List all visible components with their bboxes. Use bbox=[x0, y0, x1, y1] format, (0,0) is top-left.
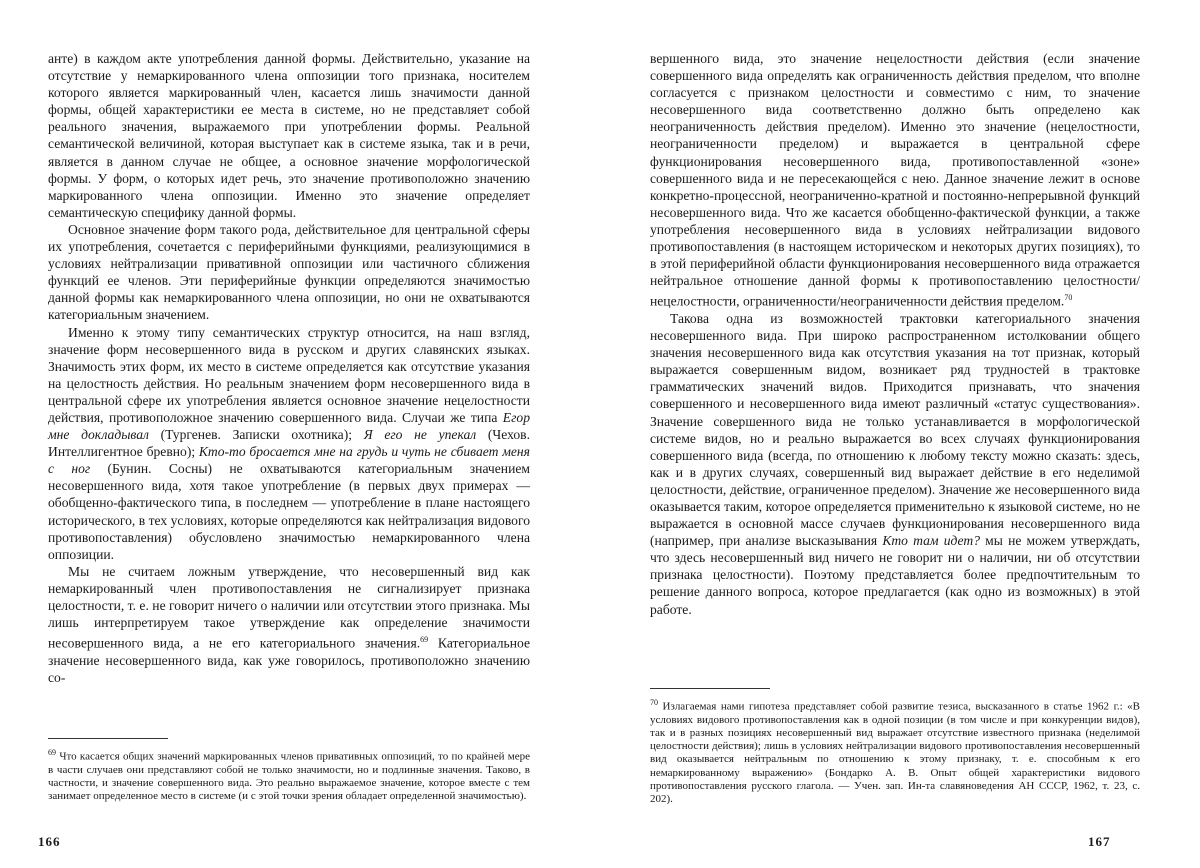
right-paragraph-2-text-b: мы не можем утверждать, что здесь несовершенный вид ничего не говорит ни о наличии, ни об отсутствии признака целостности). Поэтому представляется более предпочтительным то решение данного вопроса, которое предлагается (как одно из возможных) в этой работе. bbox=[650, 533, 1141, 617]
left-paragraph-3-text-c: (Чехов. Интеллигентное бревно); bbox=[48, 427, 530, 460]
right-paragraph-1-text: вершенного вида, это значение нецелостности действия (если значение совершенного вида определять как ограниченность действия пределом, что вполне согласуется с признаком целостности и совместимо с ним, то значение несовершенного вида соответственно должно быть определено как неограниченность действия пределом). Именно это значение (нецелостности, неограниченности пределом) и выражается в центральной сфере функционирования несовершенного вида, противопоставленной «зоне» совершенного вида и не пересекающейся с нею. Данное значение лежит в основе конкретно-процессной, неограниченно-кратной и постоянно-непрерывной функций несовершенного вида. Что же касается обобщенно-фактической функции, а также употребления несовершенного вида в условиях нейтрализации видового противопоставления (в настоящем историческом и некоторых других позициях), то в этой периферийной области функционирования несовершенного вида отражается нейтральное отношение данной формы к противопоставлению целостности/нецелостности, ограниченности/неограниченности действия пределом. bbox=[650, 51, 1140, 309]
left-footnote-rule bbox=[48, 738, 168, 739]
footnote-ref-69: 69 bbox=[420, 635, 429, 645]
left-paragraph-4-text-b: Категориальное значение несовершенного вида, как уже говорилось, противоположно значению со- bbox=[48, 635, 530, 685]
left-paragraph-3-text-b: (Тургенев. Записки охотника); bbox=[148, 427, 364, 443]
right-paragraph-2 bbox=[650, 310, 1140, 618]
example-quote-4: Кто там идет? bbox=[882, 533, 981, 549]
left-paragraph-2 bbox=[48, 221, 530, 324]
right-footnote-text: Излагаемая нами гипотеза представляет собой развитие тезиса, высказанного в статье 1962 г.: «В условиях видового противопоставления как в одной позиции (в том числе и при конкуренции видов), так и в разных позициях несовершенный вид выражает отсутствие известного признака (неделимой целостности действия); лишь в условиях нейтрализации видового противопоставления несовершенный вид оказывается нейтральным по отношению к этому признаку, т. е. способным к его немаркированному выражению» (Бондарко А. В. Опыт общей характеристики видового противопоставления русского глагола. — Учен. зап. Ин-та славяноведения АН СССР, 1962, т. 23, с. 202). bbox=[650, 700, 1141, 806]
left-paragraph-2-text: Основное значение форм такого рода, действительное для центральной сферы их употребления, сочетается с периферийными функциями, реализующимися в условиях нейтрализации привативной оппозиции или частичного сближения функций ее членов. Эти периферийные функции определяются значимостью данной формы как немаркированного члена оппозиции, но они не охватываются категориальным значением. bbox=[48, 221, 530, 323]
footnote-mark-69: 69 bbox=[48, 748, 56, 757]
left-footnote bbox=[48, 746, 530, 803]
left-footnote-text: Что касается общих значений маркированных членов привативных оппозиций, то по крайней мере в части случаев они представляют собой не только значимости, но и подлинные значения. Таково, в частности, и значение совершенного вида. Это реально выражаемое значение, которое вместе с тем занимает определенное место в системе (и с этой точки зрения обладает определенной значимостью). bbox=[48, 750, 530, 803]
example-quote-3: Кто-то бросается мне на грудь и чуть не сбивает меня с ног bbox=[48, 444, 530, 477]
left-paragraph-3 bbox=[48, 324, 530, 563]
left-page bbox=[28, 0, 548, 868]
left-paragraph-3-text-a: Именно к этому типу семантических структур относится, на наш взгляд, значение форм несовершенного вида в русском и других славянских языках. Значимость этих форм, их место в системе определяется как отсутствие указания на целостность действия. Но реальным значением форм несовершенного вида в центральной сфере их употребления является основное значение нецелостности действия, противоположное значению совершенного вида. Случаи же типа bbox=[48, 324, 530, 425]
footnote-ref-70: 70 bbox=[1064, 293, 1073, 303]
right-paragraph-1 bbox=[650, 50, 1140, 310]
right-body-text bbox=[650, 50, 1140, 618]
left-paragraph-1 bbox=[48, 50, 530, 221]
left-paragraph-4 bbox=[48, 563, 530, 686]
left-paragraph-3-text-d: (Бунин. Сосны) не охватываются категориальным значением несовершенного вида, хотя такое употребление (в первых двух примерах — обобщенно-фактического типа, в последнем — употребление в плане настоящего исторического, в тех условиях, которые определяются как нейтрализация видового противопоставления) обусловлено значимостью немаркированного члена оппозиции. bbox=[48, 461, 530, 562]
left-paragraph-1-text: анте) в каждом акте употребления данной формы. Действительно, указание на отсутствие у немаркированного члена оппозиции того признака, носителем которого является маркированный член, касается лишь значимости данной формы, общей характеристики ее места в системе, но не представляет собой реального значения, выражаемого при употреблении формы. Реальной семантической величиной, которая выступает как в системе языка, так и в речи, является в данном случае не общее, а основное значение морфологической формы. У форм, о которых идет речь, это значение противоположно значению маркированного члена оппозиции. Именно это значение определяет семантическую специфику данной формы. bbox=[48, 51, 530, 220]
left-body-text bbox=[48, 50, 530, 686]
footnote-mark-70: 70 bbox=[650, 698, 658, 707]
right-page bbox=[640, 0, 1160, 868]
left-paragraph-4-text-a: Мы не считаем ложным утверждение, что несовершенный вид как немаркированный член противопоставления не сигнализирует признака целостности, т. е. не говорит ничего о наличии или отсутствии этого признака. Мы лишь интерпретируем такое утверждение как определение значимости несовершенного вида, а не его категориального значения. bbox=[48, 563, 530, 651]
right-paragraph-2-text-a: Такова одна из возможностей трактовки категориального значения несовершенного вида. При широко распространенном истолковании общего значения несовершенного вида как отсутствия указания на тот признак, который выражается совершенным видом, возникает ряд трудностей в трактовке грамматических значений видов. Приходится признавать, что значения совершенного и несовершенного вида имеют различный «статус существования». Значение совершенного вида не только устанавливается в морфологической системе видов, но и реально выражается во всех случаях функционирования совершенного вида (всегда, по отношению к любому тексту можно сказать: здесь, как и в других случаях, совершенный вид выражает действие в его неделимой целостности, действие, ограниченное пределом). Значение же несовершенного вида оказывается таким, которое определяется применительно к языковой системе, но не выражается в основной массе случаев функционирования несовершенного вида (например, при анализе высказывания bbox=[650, 310, 1140, 549]
example-quote-2: Я его не упекал bbox=[363, 427, 477, 443]
right-page-number: 167 bbox=[1088, 834, 1111, 849]
right-footnote-rule bbox=[650, 688, 770, 689]
right-footnote bbox=[650, 696, 1140, 806]
example-quote-1: Егор мне докладывал bbox=[48, 409, 530, 443]
left-page-number: 166 bbox=[38, 834, 61, 849]
